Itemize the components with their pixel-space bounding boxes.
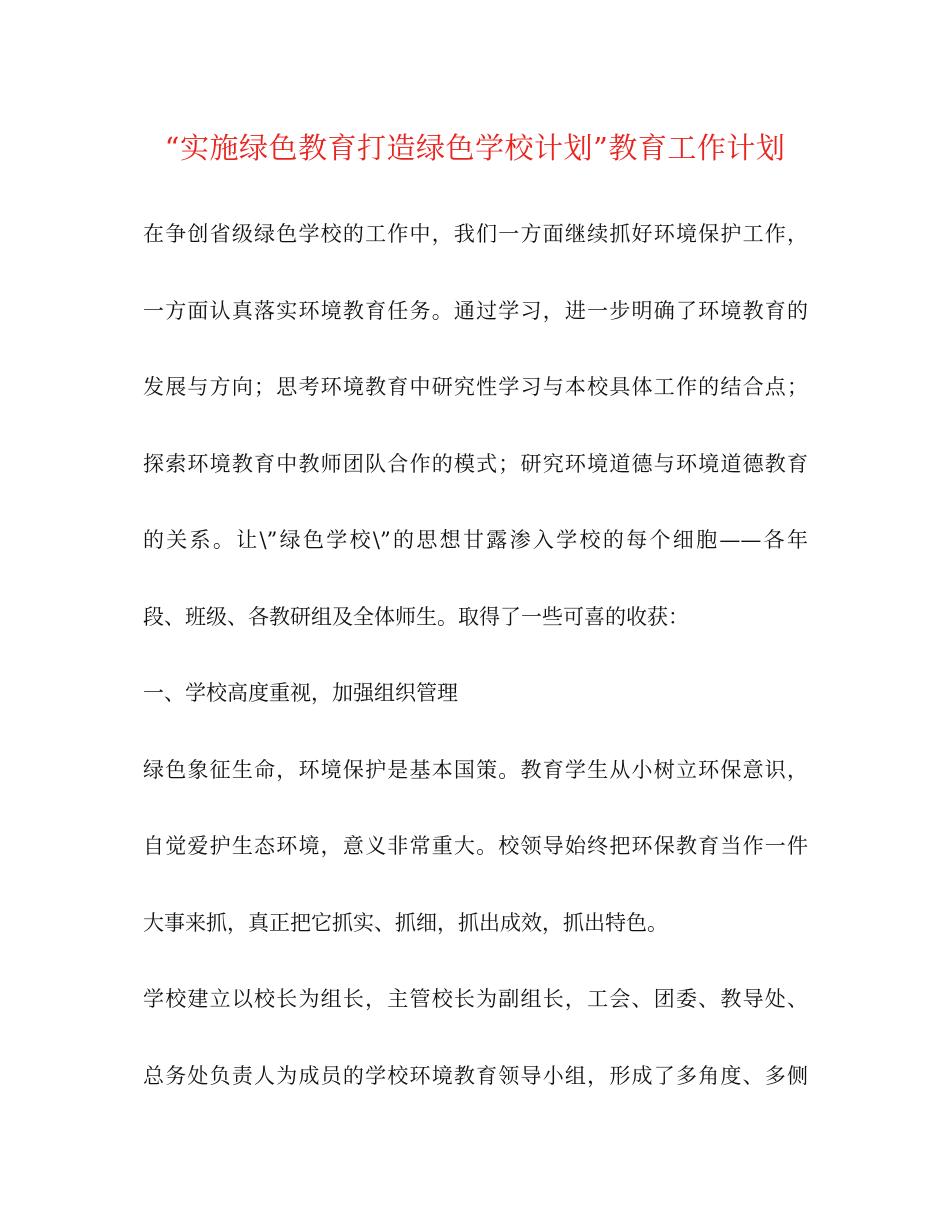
paragraph-line: 自觉爱护生态环境，意义非常重大。校领导始终把环保教育当作一件	[143, 834, 808, 858]
paragraph-line: 发展与方向；思考环境教育中研究性学习与本校具体工作的结合点；	[143, 375, 808, 399]
paragraph-line: 绿色象征生命，环境保护是基本国策。教育学生从小树立环保意识，	[143, 757, 808, 782]
document-title: “实施绿色教育打造绿色学校计划”教育工作计划	[164, 131, 786, 165]
paragraph-line: 在争创省级绿色学校的工作中，我们一方面继续抓好环境保护工作，	[143, 222, 808, 246]
paragraph-line: 的关系。让\”绿色学校\”的思想甘露渗入学校的每个细胞——各年	[143, 528, 808, 552]
paragraph-line: 一方面认真落实环境教育任务。通过学习，进一步明确了环境教育的	[143, 298, 808, 323]
paragraph-line: 探索环境教育中教师团队合作的模式；研究环境道德与环境道德教育	[143, 451, 808, 476]
section-heading: 一、学校高度重视，加强组织管理	[143, 681, 458, 705]
paragraph-line: 大事来抓，真正把它抓实、抓细，抓出成效，抓出特色。	[143, 910, 668, 935]
document-body	[143, 212, 808, 1130]
paragraph-line: 学校建立以校长为组长，主管校长为副组长，工会、团委、教导处、	[143, 987, 808, 1011]
paragraph-line: 总务处负责人为成员的学校环境教育领导小组，形成了多角度、多侧	[143, 1063, 808, 1088]
paragraph-line: 段、班级、各教研组及全体师生。取得了一些可喜的收获：	[143, 604, 689, 629]
